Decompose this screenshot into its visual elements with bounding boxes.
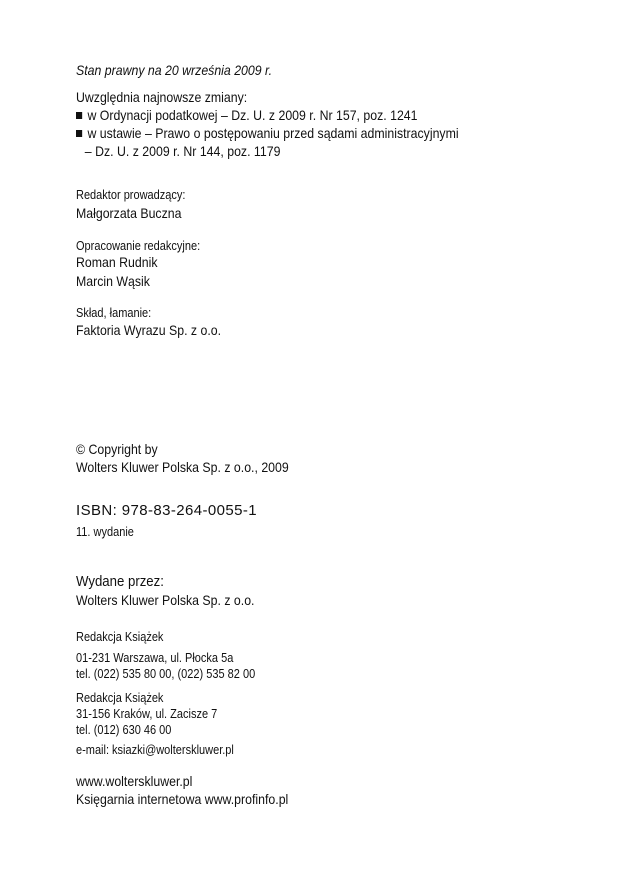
- changes-item: [76, 125, 459, 142]
- isbn: ISBN: 978-83-264-0055-1: [76, 502, 257, 519]
- publisher-label: Wydane przez:: [76, 573, 164, 590]
- bullet-icon: [76, 130, 82, 137]
- copyright-line: © Copyright by: [76, 441, 158, 457]
- office-krakow-title: Redakcja Książek: [76, 691, 164, 705]
- bullet-icon: [76, 112, 82, 119]
- editorial-label: Opracowanie redakcyjne:: [76, 239, 201, 253]
- publisher-name: Wolters Kluwer Polska Sp. z o.o.: [76, 592, 255, 608]
- office-krakow-address: 31-156 Kraków, ul. Zacisze 7: [76, 707, 218, 721]
- typesetting-label: Skład, łamanie:: [76, 306, 152, 320]
- changes-item-text: w Ordynacji podatkowej – Dz. U. z 2009 r. Nr 157, poz. 1241: [87, 107, 418, 123]
- bookstore-link: Księgarnia internetowa www.profinfo.pl: [76, 791, 289, 807]
- changes-item: [76, 107, 418, 124]
- changes-item-text: w ustawie – Prawo o postępowaniu przed sądami administracyjnymi: [87, 125, 459, 141]
- changes-heading: Uwzględnia najnowsze zmiany:: [76, 89, 248, 105]
- website-link: www.wolterskluwer.pl: [76, 773, 193, 789]
- copyright-holder: Wolters Kluwer Polska Sp. z o.o., 2009: [76, 459, 289, 475]
- office-krakow-phone: tel. (012) 630 46 00: [76, 723, 172, 737]
- editor-name: Małgorzata Buczna: [76, 205, 182, 221]
- typesetting-value: Faktoria Wyrazu Sp. z o.o.: [76, 322, 222, 338]
- office-email: e-mail: ksiazki@wolterskluwer.pl: [76, 743, 234, 757]
- legal-state: Stan prawny na 20 września 2009 r.: [76, 62, 273, 78]
- editor-label: Redaktor prowadzący:: [76, 188, 186, 202]
- changes-continuation: – Dz. U. z 2009 r. Nr 144, poz. 1179: [84, 143, 281, 159]
- edition: 11. wydanie: [76, 525, 134, 539]
- editorial-name: Marcin Wąsik: [76, 273, 150, 289]
- office-warsaw-title: Redakcja Książek: [76, 630, 164, 644]
- office-warsaw-address: 01-231 Warszawa, ul. Płocka 5a: [76, 651, 234, 665]
- office-warsaw-phone: tel. (022) 535 80 00, (022) 535 82 00: [76, 667, 256, 681]
- editorial-name: Roman Rudnik: [76, 254, 158, 270]
